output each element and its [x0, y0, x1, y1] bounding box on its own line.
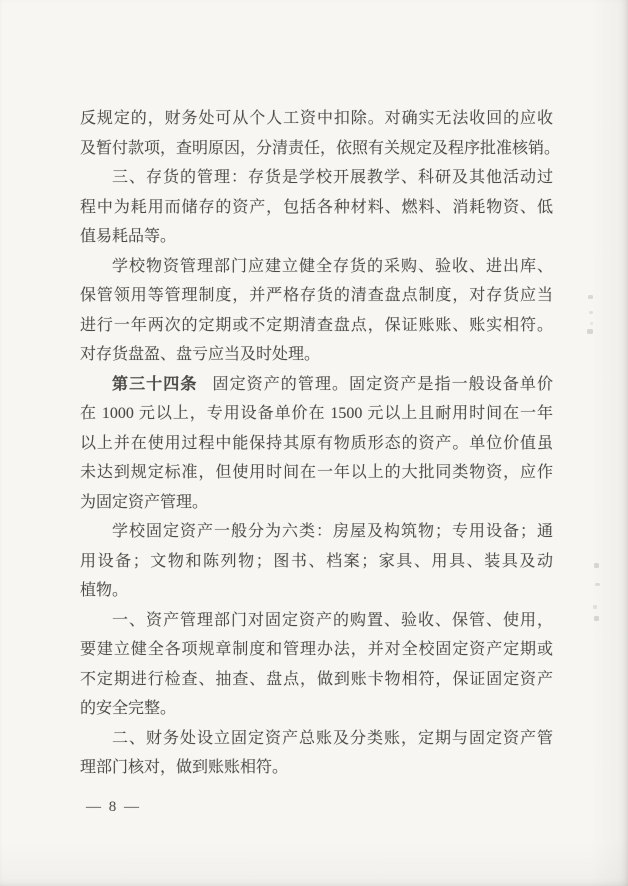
text-line: 理部门核对，做到账账相符。 — [80, 759, 289, 776]
scan-speck — [593, 605, 597, 609]
text-line: 植物。 — [80, 582, 129, 599]
text-line: 为固定资产管理。 — [80, 493, 209, 511]
text-line: 进行一年两次的定期或不定期清查盘点，保证账账、账实相符。 — [80, 316, 553, 334]
text-line: 值易耗品等。 — [80, 228, 177, 245]
article-number: 第三十四条 — [112, 375, 198, 393]
scan-speck — [589, 311, 593, 314]
text-line: 学校物资管理部门应建立健全存货的采购、验收、进出库、 — [112, 257, 553, 275]
scan-speck — [588, 295, 593, 299]
text-line: 未达到规定标准，但使用时间在一年以上的大批同类物资，应作 — [80, 464, 553, 481]
scan-speck — [595, 583, 600, 586]
text-line: 不定期进行检查、抽查、盘点，做到账卡物相符，保证固定资产 — [80, 670, 553, 688]
text-line: 反规定的，财务处可从个人工资中扣除。对确实无法收回的应收 — [80, 110, 553, 127]
text-line: 保管领用等管理制度，并严格存货的清查盘点制度，对存货应当 — [80, 287, 553, 304]
text-line: 学校固定资产一般分为六类：房屋及构筑物；专用设备；通 — [112, 523, 553, 540]
text-line: 三、存货的管理：存货是学校开展教学、科研及其他活动过 — [112, 169, 553, 186]
text-line: 一、资产管理部门对固定资产的购置、验收、保管、使用， — [112, 611, 553, 629]
document-body — [80, 104, 561, 783]
text-line: 用设备；文物和陈列物；图书、档案；家具、用具、装具及动 — [80, 552, 553, 570]
text-line: 对存货盘盈、盘亏应当及时处理。 — [80, 346, 321, 363]
scan-speck — [594, 563, 599, 568]
text-line: 第三十四条 固定资产的管理。固定资产是指一般设备单价 — [112, 375, 553, 393]
scan-speck — [594, 616, 599, 621]
text-line: 程中为耗用而储存的资产，包括各种材料、燃料、消耗物资、低 — [80, 198, 553, 216]
text-line: 要建立健全各项规章制度和管理办法，并对全校固定资产定期或 — [80, 641, 553, 658]
text-line: 二、财务处设立固定资产总账及分类账，定期与固定资产管 — [112, 729, 553, 747]
page-number: — 8 — — [86, 799, 141, 815]
text-line: 以上并在使用过程中能保持其原有物质形态的资产。单位价值虽 — [80, 434, 553, 452]
scan-speck — [587, 329, 593, 334]
text-line: 在 1000 元以上，专用设备单价在 1500 元以上且耐用时间在一年 — [80, 405, 553, 422]
scan-speck — [590, 322, 593, 325]
text-line: 的安全完整。 — [80, 700, 177, 717]
text-line: 及暂付款项，查明原因，分清责任，依照有关规定及程序批准核销。 — [80, 139, 561, 157]
